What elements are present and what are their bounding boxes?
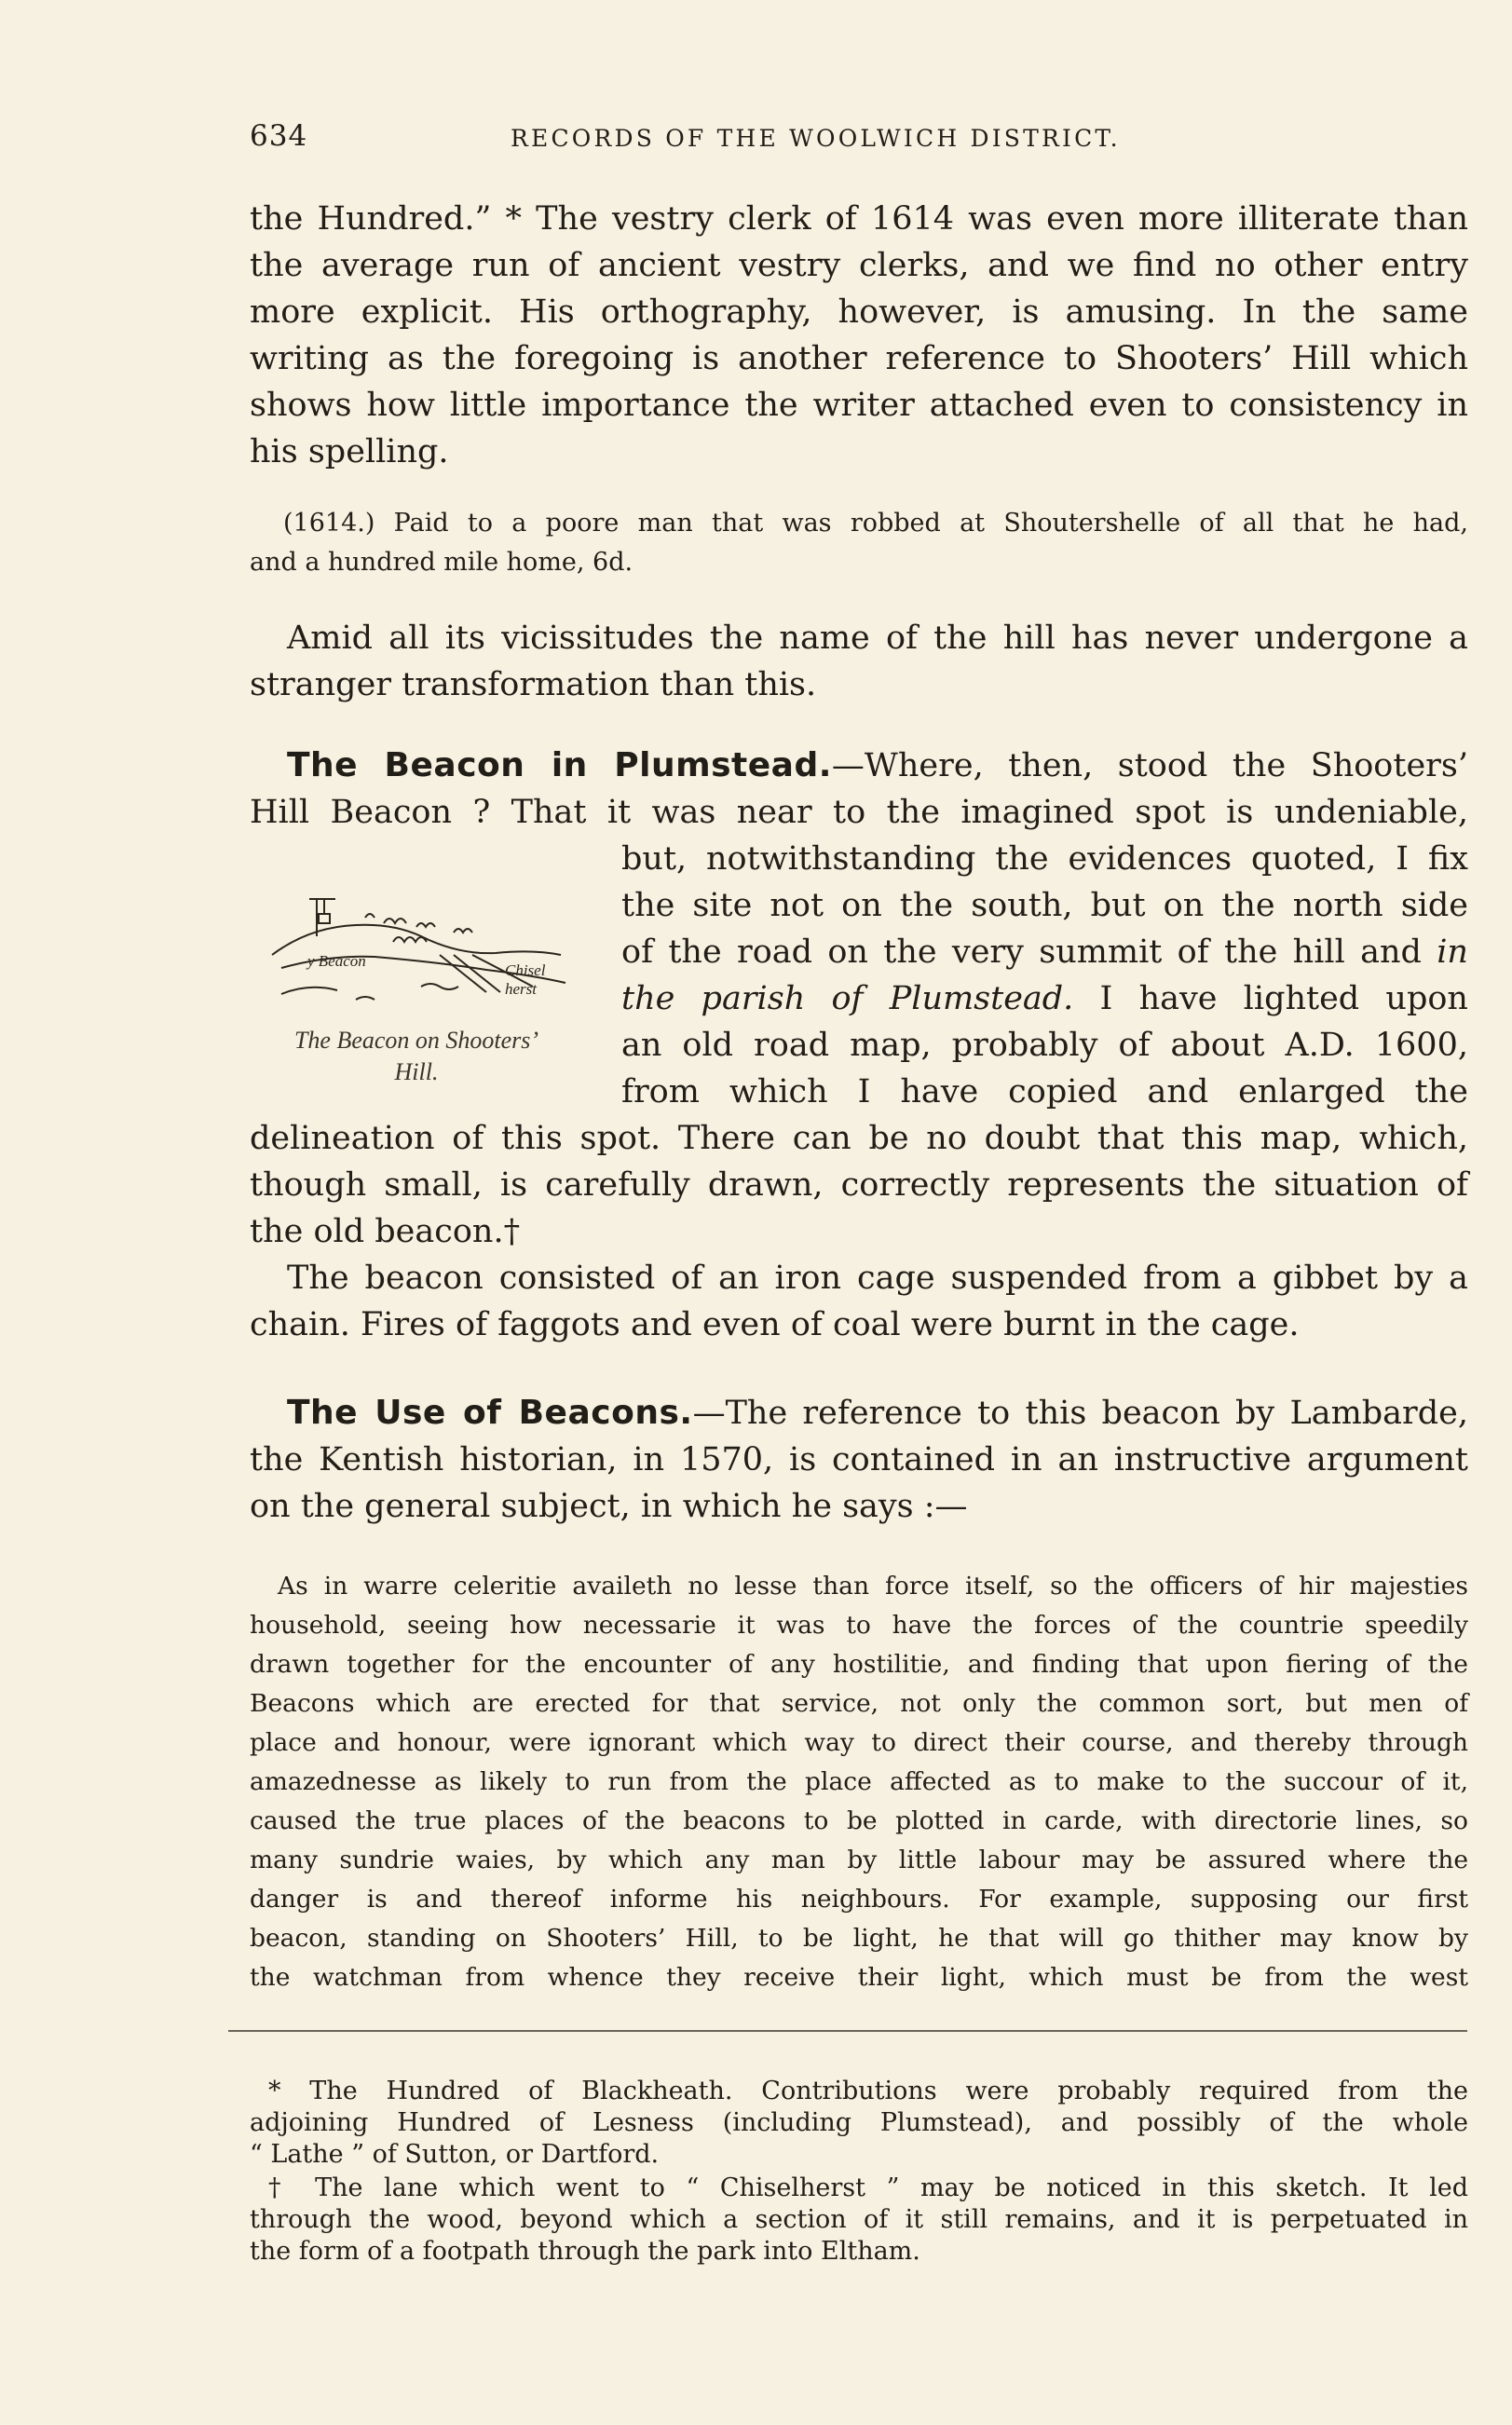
text-line: the Kentish historian, in 1570, is contained in an instructive argument [250, 1441, 1468, 1478]
text-line: delineation of this spot. There can be no doubt that this map, which, [250, 1120, 1468, 1157]
wrapped-text [621, 836, 1468, 1115]
text-line: danger is and thereof informe his neighbours. For example, supposing our first [250, 1885, 1468, 1914]
text-line: The beacon consisted of an iron cage suspended from a gibbet by a [287, 1260, 1468, 1297]
section-beacon-plumstead [250, 742, 1468, 836]
text-line: but, notwithstanding the evidences quoted, I fix [621, 840, 1468, 878]
page-header [250, 119, 1215, 164]
footnote-divider [228, 2030, 1467, 2032]
section-heading: The Use of Beacons. [287, 1394, 693, 1432]
text-line: the old beacon.† [250, 1213, 521, 1250]
footnote-1 [250, 2076, 1468, 2171]
text-line: more explicit. His orthography, however, is amusing. In the same [250, 293, 1468, 331]
text-line: his spelling. [250, 433, 449, 470]
svg-text:Chisel: Chisel [505, 961, 546, 979]
caption-line: The Beacon on Shooters’ [293, 1027, 539, 1054]
text-line: on the general subject, in which he says :— [250, 1488, 968, 1525]
text-run: of the road on the very summit of the hill and [621, 933, 1422, 971]
svg-text:herst: herst [505, 980, 537, 998]
svg-text:y Beacon: y Beacon [307, 952, 366, 970]
text-line: Beacons which are erected for that service, not only the common sort, but men of [250, 1689, 1468, 1718]
text-run: I have lighted upon [1099, 980, 1468, 1017]
text-line: beacon, standing on Shooters’ Hill, to be light, he that will go thither may know by [250, 1924, 1468, 1953]
text-line: drawn together for the encounter of any hostilitie, and finding that upon fiering of the [250, 1650, 1468, 1679]
text-line: the site not on the south, but on the north side [621, 887, 1468, 924]
text-line: the Hundred.” * The vestry clerk of 1614 was even more illiterate than [250, 200, 1468, 238]
text-run: an old road map, probably of about [621, 1027, 1265, 1064]
footnote-2 [250, 2173, 1468, 2268]
text-line: from which I have copied and enlarged the [621, 1073, 1468, 1110]
paragraph-vicissitudes [250, 615, 1468, 708]
text-line: and a hundred mile home, 6d. [250, 548, 633, 577]
text-line: writing as the foregoing is another reference to Shooters’ Hill which [250, 340, 1468, 377]
text-line: the average run of ancient vestry clerks, and we find no other entry [250, 247, 1468, 284]
text-line [621, 975, 1468, 1022]
section-heading: The Beacon in Plumstead. [287, 746, 832, 784]
figure-caption [244, 1025, 589, 1088]
text-line: † The lane which went to “ Chiselherst ” may be noticed in this sketch. It led [268, 2173, 1468, 2202]
page-number: 634 [250, 119, 308, 153]
text-run: 1600, [1374, 1027, 1468, 1064]
text-line: “ Lathe ” of Sutton, or Dartford. [250, 2140, 660, 2169]
section-use-of-beacons [250, 1390, 1468, 1530]
lambarde-quotation [250, 1567, 1468, 1997]
text-line: place and honour, were ignorant which way to direct their course, and thereby through [250, 1728, 1468, 1757]
text-line: through the wood, beyond which a section of it still remains, and it is perpetuated in [250, 2205, 1468, 2234]
map-drawing [253, 890, 584, 1020]
text-line: adjoining Hundred of Lesness (including Plumstead), and possibly of the whole [250, 2108, 1468, 2137]
text-line: though small, is carefully drawn, correctly represents the situation of [250, 1166, 1468, 1204]
text-line: household, seeing how necessarie it was to have the forces of the countrie speedily [250, 1611, 1468, 1640]
text-line: shows how little importance the writer attached even to consistency in [250, 387, 1468, 424]
paragraph-vestry-clerk [250, 196, 1468, 475]
text-line: Amid all its vicissitudes the name of the hill has never undergone a [287, 620, 1468, 657]
text-line: (1614.) Paid to a poore man that was robbed at Shoutershelle of all that he had, [283, 509, 1468, 538]
text-run: —The reference to this beacon by Lambarde, [692, 1395, 1468, 1432]
text-line: As in warre celeritie availeth no lesse than force itself, so the officers of hir majesties [278, 1572, 1468, 1601]
text-line: stranger transformation than this. [250, 666, 817, 703]
paragraph-delineation [250, 1115, 1468, 1348]
text-line: chain. Fires of faggots and even of coal were burnt in the cage. [250, 1306, 1300, 1343]
text-run: A.D. [1285, 1027, 1355, 1064]
text-line: the form of a footpath through the park into Eltham. [250, 2237, 920, 2266]
running-title: RECORDS OF THE WOOLWICH DISTRICT. [511, 125, 1121, 152]
caption-line: Hill. [394, 1058, 439, 1085]
text-line: Hill Beacon ? That it was near to the imagined spot is undeniable, [250, 794, 1468, 831]
entry-1614 [250, 504, 1468, 582]
text-run: in [1437, 933, 1468, 971]
text-line [621, 1022, 1468, 1069]
section-heading-line [250, 742, 1468, 789]
text-line: caused the true places of the beacons to be plotted in carde, with directorie lines, so [250, 1806, 1468, 1835]
text-run: the parish of Plumstead. [621, 980, 1074, 1017]
text-line: * The Hundred of Blackheath. Contributions were probably required from the [268, 2077, 1468, 2105]
section-heading-line [250, 1390, 1468, 1437]
text-line [621, 929, 1468, 975]
text-line: the watchman from whence they receive their light, which must be from the west [250, 1963, 1468, 1992]
text-run: —Where, then, stood the Shooters’ [831, 747, 1468, 784]
text-line: amazednesse as likely to run from the place affected as to make to the succour of it, [250, 1767, 1468, 1796]
text-line: many sundrie waies, by which any man by little labour may be assured where the [250, 1846, 1468, 1874]
